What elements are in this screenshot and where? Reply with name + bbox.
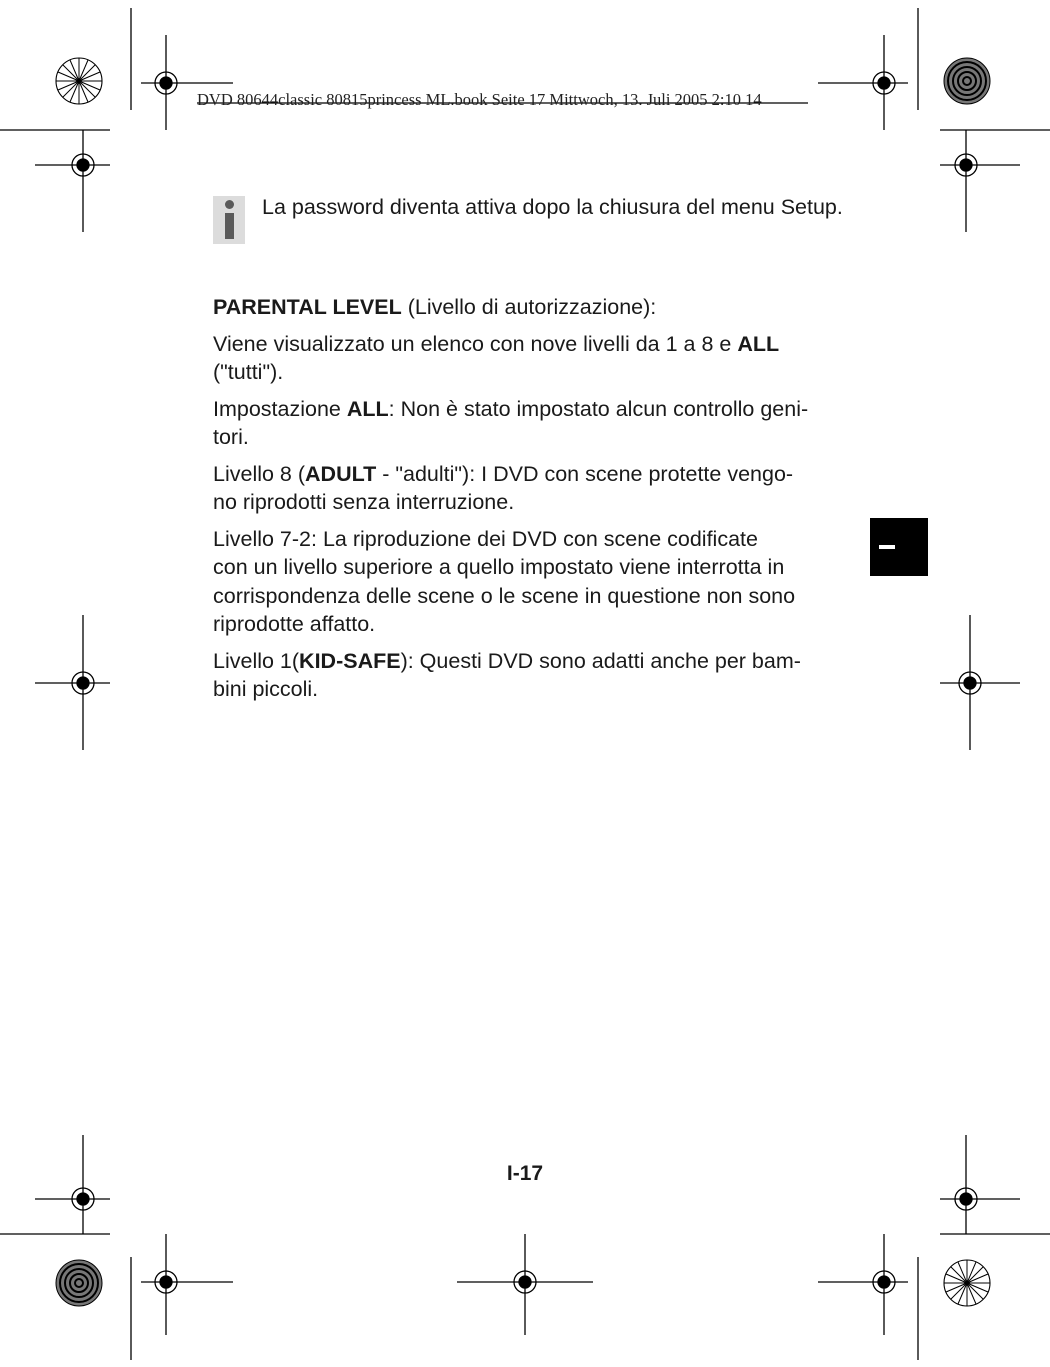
registration-mark-left-upper bbox=[35, 130, 110, 232]
paragraph-level-8: Livello 8 (ADULT - "adulti"): I DVD con scene protette vengo- no riprodotti senza interruzione. bbox=[213, 461, 794, 514]
note-text: La password diventa attiva dopo la chiusura del menu Setup. bbox=[262, 195, 843, 219]
paragraph-all-setting: Impostazione ALL: Non è stato impostato alcun controllo geni- tori. bbox=[213, 396, 809, 449]
paragraph-level-7-2: Livello 7-2: La riproduzione dei DVD con scene codificate con un livello superiore a quello impostato viene interrotta in corrispondenza delle scene o le scene in questione non sono riprodotte affatto. bbox=[213, 526, 796, 636]
section-thumb-tab bbox=[870, 518, 928, 576]
print-slug: DVD 80644classic 80815princess ML.book Seite 17 Mittwoch, 13. Juli 2005 2:10 14 bbox=[197, 90, 762, 109]
parental-level-heading: PARENTAL LEVEL (Livello di autorizzazione): bbox=[213, 295, 657, 319]
page-number: I-17 bbox=[506, 1162, 544, 1185]
paragraph-level-1: Livello 1(KID-SAFE): Questi DVD sono adatti anche per bam- bini piccoli. bbox=[213, 648, 801, 701]
registration-mark-left-middle bbox=[35, 615, 110, 750]
registration-mark-top-left bbox=[141, 35, 233, 130]
star-target-top-left bbox=[56, 58, 102, 104]
moire-target-top-right bbox=[944, 58, 990, 104]
registration-mark-top-right bbox=[818, 35, 908, 130]
registration-mark-bottom-right bbox=[818, 1234, 908, 1335]
registration-mark-right-upper bbox=[940, 130, 1020, 232]
registration-mark-bottom-left bbox=[141, 1234, 233, 1335]
dash-mark bbox=[879, 545, 895, 549]
moire-target-bottom-left bbox=[56, 1260, 102, 1306]
star-target-bottom-right bbox=[944, 1260, 990, 1306]
registration-mark-bottom-center bbox=[457, 1234, 593, 1335]
info-icon bbox=[213, 196, 245, 244]
registration-mark-right-middle bbox=[940, 615, 1020, 750]
main-text bbox=[213, 293, 853, 712]
paragraph-levels-list: Viene visualizzato un elenco con nove livelli da 1 a 8 e ALL ("tutti"). bbox=[213, 331, 780, 384]
